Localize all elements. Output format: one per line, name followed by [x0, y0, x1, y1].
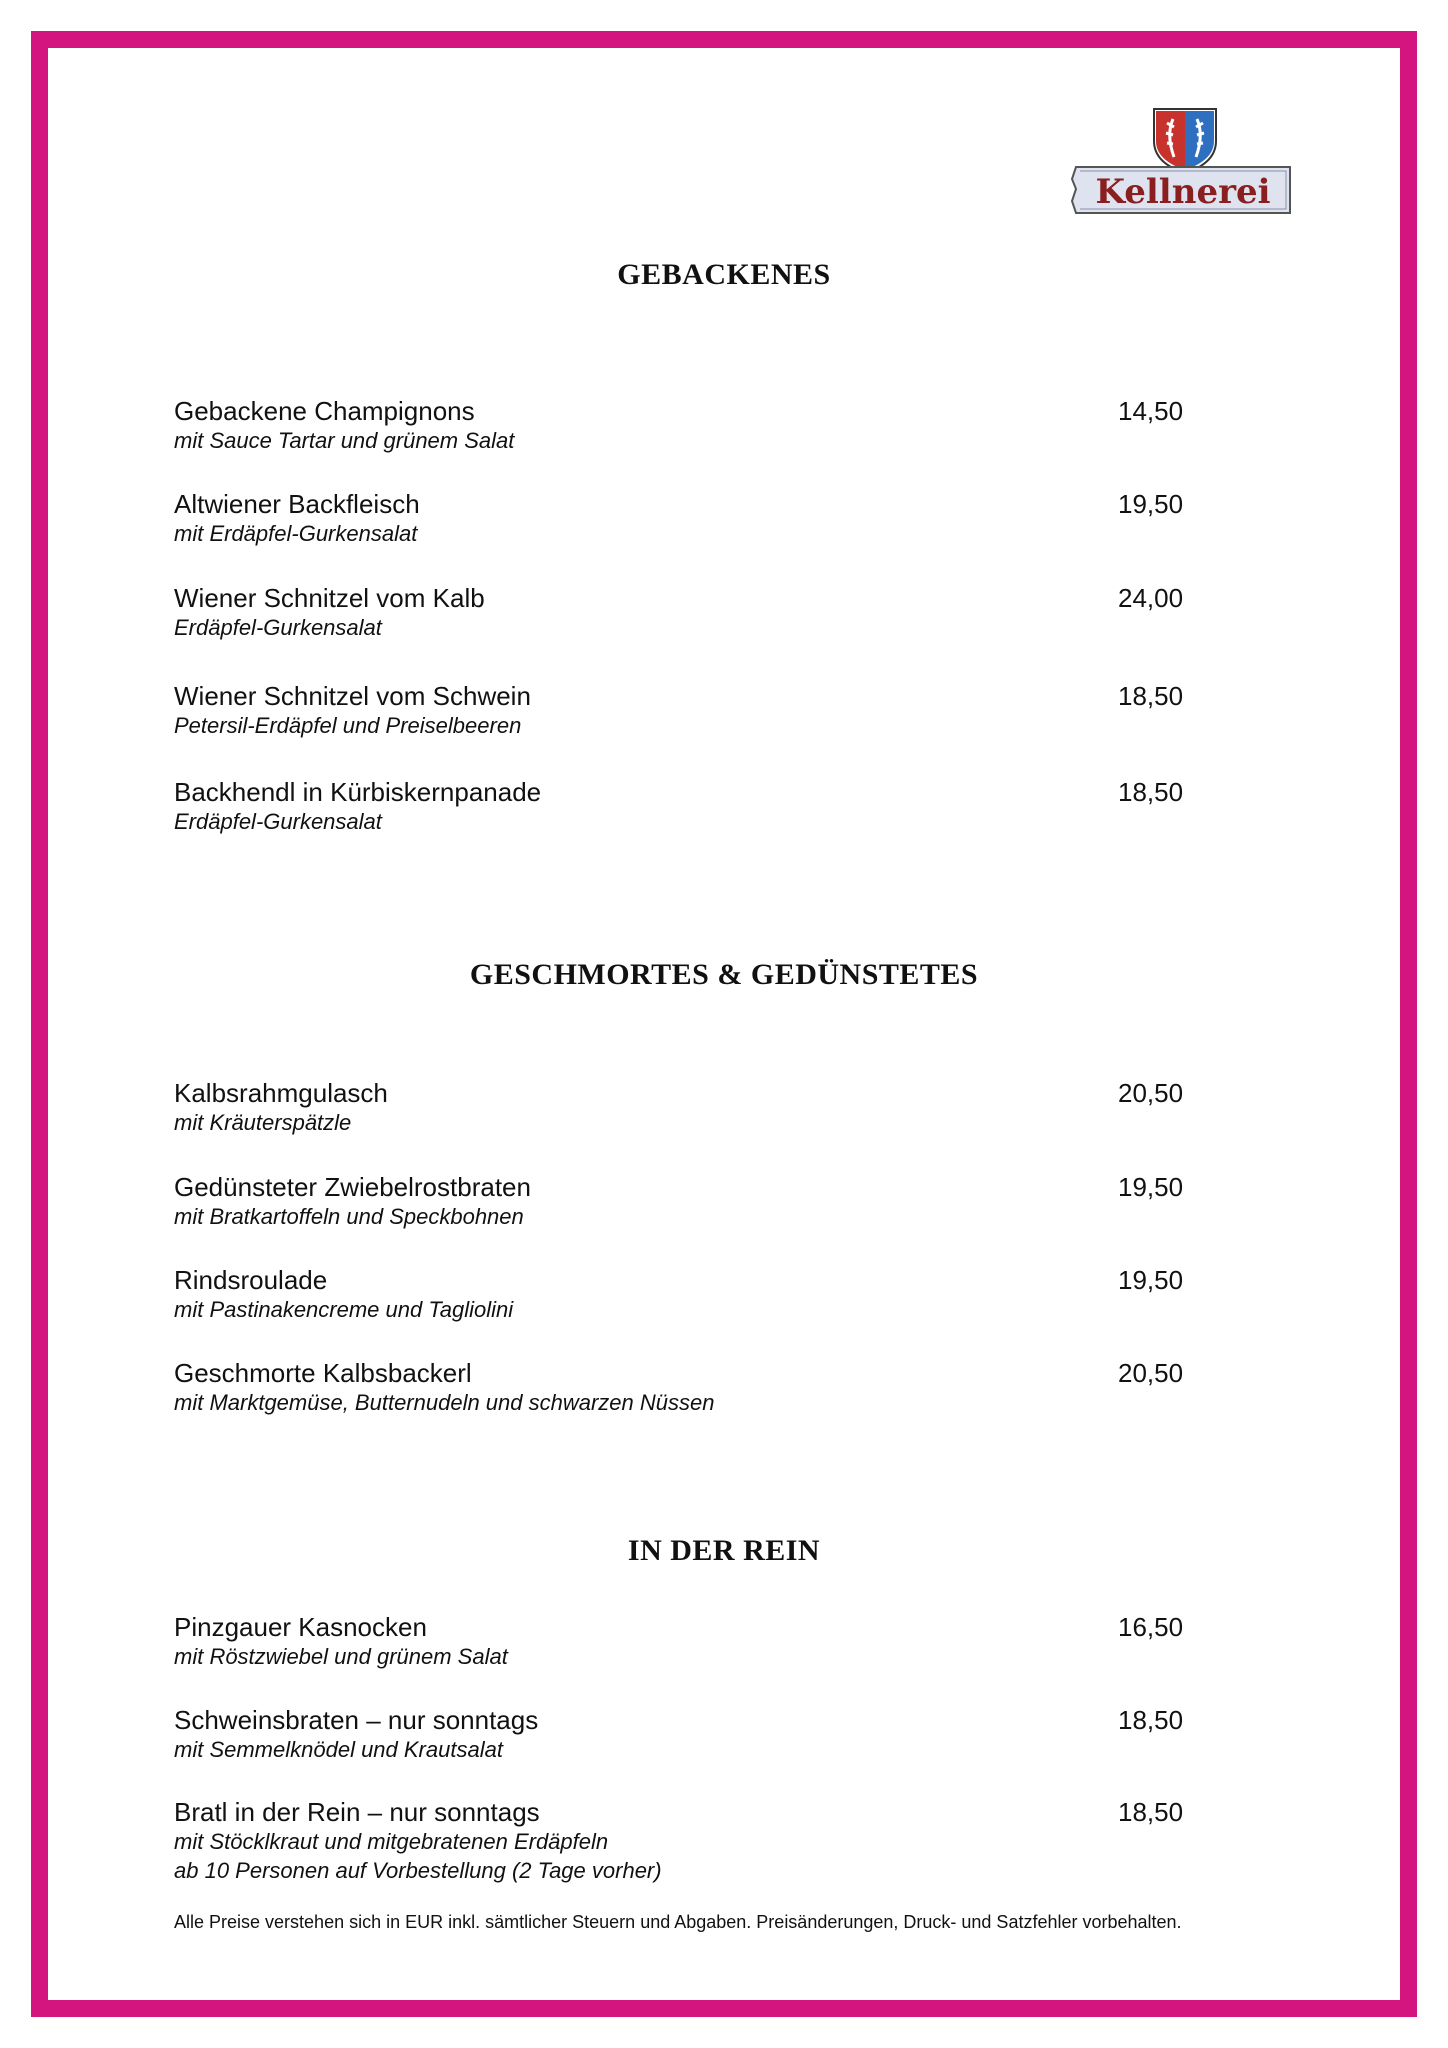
- item-name: Schweinsbraten – nur sonntags: [174, 1705, 539, 1735]
- item-description: mit Erdäpfel-Gurkensalat: [174, 521, 418, 546]
- menu-item: [174, 1612, 1194, 1671]
- item-name: Wiener Schnitzel vom Schwein: [174, 681, 531, 711]
- item-price: 18,50: [1118, 1797, 1184, 1827]
- menu-item: [174, 1797, 1194, 1885]
- item-name: Wiener Schnitzel vom Kalb: [174, 583, 485, 613]
- item-price: 24,00: [1118, 583, 1184, 613]
- menu-item: [174, 681, 1194, 740]
- item-description: mit Kräuterspätzle: [174, 1110, 352, 1135]
- item-description: mit Bratkartoffeln und Speckbohnen: [174, 1204, 524, 1229]
- item-price: 19,50: [1118, 1265, 1184, 1295]
- item-price: 20,50: [1118, 1358, 1184, 1388]
- kellnerei-logo: [1070, 105, 1296, 221]
- section-title-in-der-rein: IN DER REIN: [627, 1534, 821, 1567]
- item-name: Pinzgauer Kasnocken: [174, 1612, 427, 1642]
- section-title-geschmortes: GESCHMORTES & GEDÜNSTETES: [469, 958, 979, 991]
- item-price: 20,50: [1118, 1078, 1184, 1108]
- item-name: Gedünsteter Zwiebelrostbraten: [174, 1172, 531, 1202]
- section-title-gebackenes: GEBACKENES: [617, 258, 831, 291]
- item-price: 16,50: [1118, 1612, 1184, 1642]
- item-price: 14,50: [1118, 396, 1184, 426]
- footer-disclaimer: Alle Preise verstehen sich in EUR inkl. sämtlicher Steuern und Abgaben. Preisänderungen, Druck- und Satzfehler vorbehalten.: [174, 1912, 1182, 1932]
- menu-item: [174, 1078, 1194, 1137]
- item-description: mit Marktgemüse, Butternudeln und schwarzen Nüssen: [174, 1390, 715, 1415]
- menu-item: [174, 1705, 1194, 1764]
- item-description-note: ab 10 Personen auf Vorbestellung (2 Tage vorher): [174, 1858, 662, 1883]
- menu-item: [174, 396, 1194, 455]
- logo-text: Kellnerei: [1095, 172, 1271, 212]
- item-name: Kalbsrahmgulasch: [174, 1078, 388, 1108]
- item-name: Geschmorte Kalbsbackerl: [174, 1358, 472, 1388]
- menu-item: [174, 1265, 1194, 1324]
- item-price: 18,50: [1118, 681, 1184, 711]
- item-description: mit Semmelknödel und Krautsalat: [174, 1737, 503, 1762]
- item-description: mit Röstzwiebel und grünem Salat: [174, 1644, 508, 1669]
- item-name: Gebackene Champignons: [174, 396, 475, 426]
- item-name: Rindsroulade: [174, 1265, 328, 1295]
- item-description: mit Pastinakencreme und Tagliolini: [174, 1297, 514, 1322]
- item-price: 19,50: [1118, 1172, 1184, 1202]
- item-description: mit Stöcklkraut und mitgebratenen Erdäpfeln: [174, 1829, 609, 1854]
- item-price: 18,50: [1118, 777, 1184, 807]
- item-price: 18,50: [1118, 1705, 1184, 1735]
- item-description: Petersil-Erdäpfel und Preiselbeeren: [174, 713, 522, 738]
- menu-item: [174, 583, 1194, 642]
- item-name: Backhendl in Kürbiskernpanade: [174, 777, 542, 807]
- item-description: Erdäpfel-Gurkensalat: [174, 615, 382, 640]
- item-price: 19,50: [1118, 489, 1184, 519]
- menu-item: [174, 777, 1194, 836]
- item-name: Bratl in der Rein – nur sonntags: [174, 1797, 540, 1827]
- menu-item: [174, 1172, 1194, 1231]
- item-description: Erdäpfel-Gurkensalat: [174, 809, 382, 834]
- menu-item: [174, 1358, 1194, 1417]
- menu-item: [174, 489, 1194, 548]
- item-name: Altwiener Backfleisch: [174, 489, 420, 519]
- item-description: mit Sauce Tartar und grünem Salat: [174, 428, 515, 453]
